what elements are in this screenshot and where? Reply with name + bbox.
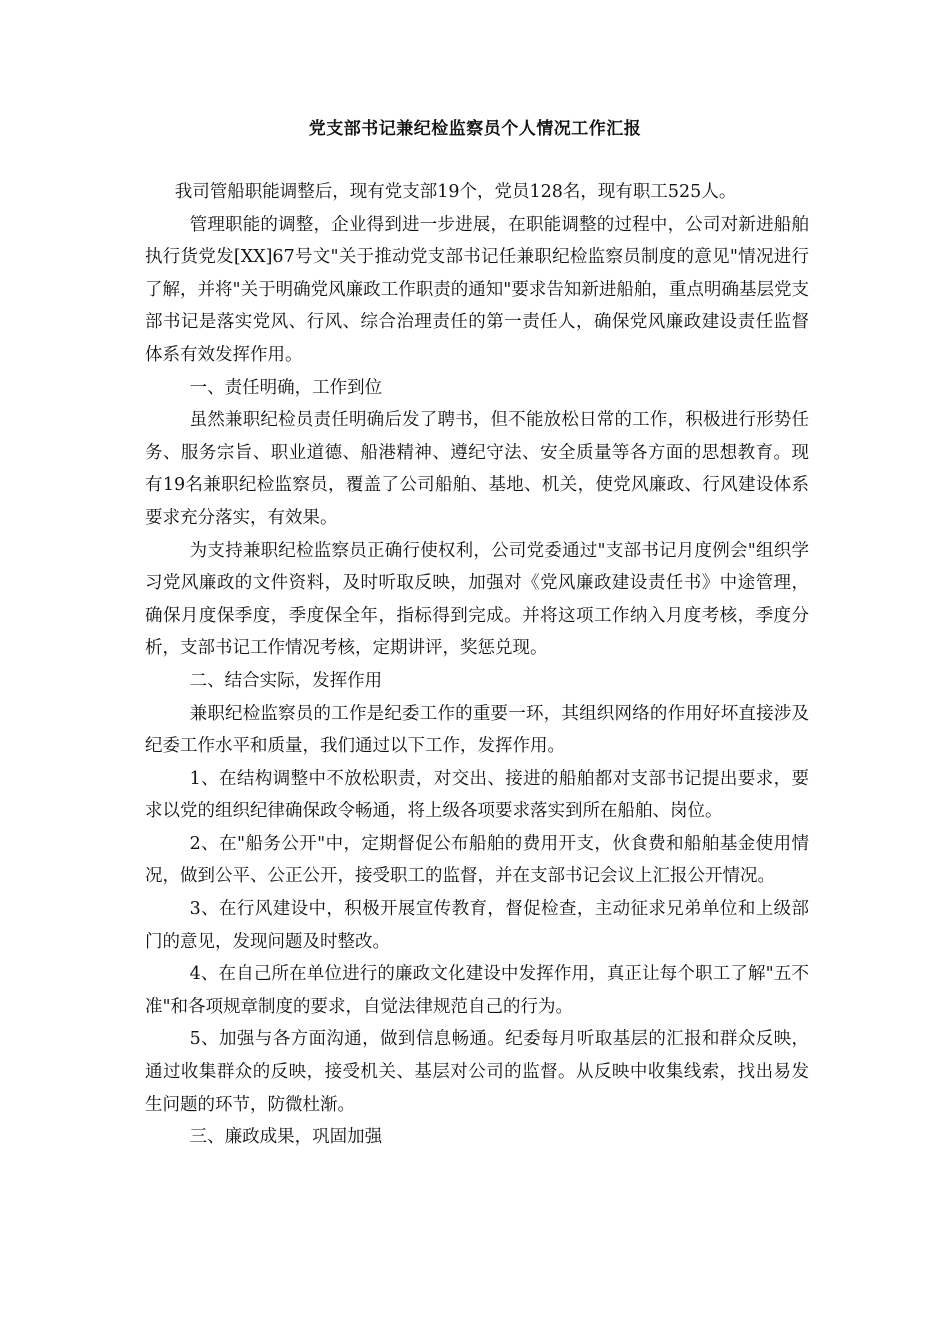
document-body <box>145 176 809 1154</box>
list-item-1: 1、在结构调整中不放松职责，对交出、接进的船舶都对支部书记提出要求，要求以党的组织纪律确保政令畅通，将上级各项要求落实到所在船舶、岗位。 <box>145 768 809 822</box>
list-item-2: 2、在"船务公开"中，定期督促公布船舶的费用开支，伙食费和船舶基金使用情况，做到公平、公正公开，接受职工的监督，并在支部书记会议上汇报公开情况。 <box>145 833 809 887</box>
paragraph-intro: 我司管船职能调整后，现有党支部19个，党员128名，现有职工525人。 <box>174 182 737 202</box>
section-heading-2: 二、结合实际，发挥作用 <box>189 670 383 691</box>
paragraph: 兼职纪检监察员的工作是纪委工作的重要一环，其组织网络的作用好坏直接涉及纪委工作水平和质量，我们通过以下工作，发挥作用。 <box>145 703 809 757</box>
paragraph: 为支持兼职纪检监察员正确行使权利，公司党委通过"支部书记月度例会"组织学习党风廉政的文件资料，及时听取反映，加强对《党风廉政建设责任书》中途管理，确保月度保季度，季度保全年，指标得到完成。并将这项工作纳入月度考核，季度分析，支部书记工作情况考核，定期讲评，奖惩兑现。 <box>145 540 809 659</box>
section-heading-1: 一、责任明确，工作到位 <box>189 377 383 398</box>
list-item-3: 3、在行风建设中，积极开展宣传教育，督促检查，主动征求兄弟单位和上级部门的意见，发现问题及时整改。 <box>145 899 809 952</box>
section-heading-3: 三、廉政成果，巩固加强 <box>189 1127 383 1148</box>
paragraph: 虽然兼职纪检员责任明确后发了聘书，但不能放松日常的工作，积极进行形势任务、服务宗旨、职业道德、船港精神、遵纪守法、安全质量等各方面的思想教育。现有19名兼职纪检监察员，覆盖了公司船舶、基地、机关，使党风廉政、行风建设体系要求充分落实，有效果。 <box>145 410 809 528</box>
list-item-5: 5、加强与各方面沟通，做到信息畅通。纪委每月听取基层的汇报和群众反映，通过收集群众的反映，接受机关、基层对公司的监督。从反映中收集线索，找出易发生问题的环节，防微杜渐。 <box>145 1029 809 1115</box>
document-title: 党支部书记兼纪检监察员个人情况工作汇报 <box>308 119 642 139</box>
paragraph: 管理职能的调整，企业得到进一步进展，在职能调整的过程中，公司对新进船舶执行货党发[XX]67号文"关于推动党支部书记任兼职纪检监察员制度的意见"情况进行了解，并将"关于明确党风廉政工作职责的通知"要求告知新进船舶，重点明确基层党支部书记是落实党风、行风、综合治理责任的第一责任人，确保党风廉政建设责任监督体系有效发挥作用。 <box>145 214 809 365</box>
list-item-4: 4、在自己所在单位进行的廉政文化建设中发挥作用，真正让每个职工了解"五不准"和各项规章制度的要求，自觉法律规范自己的行为。 <box>145 964 809 1017</box>
